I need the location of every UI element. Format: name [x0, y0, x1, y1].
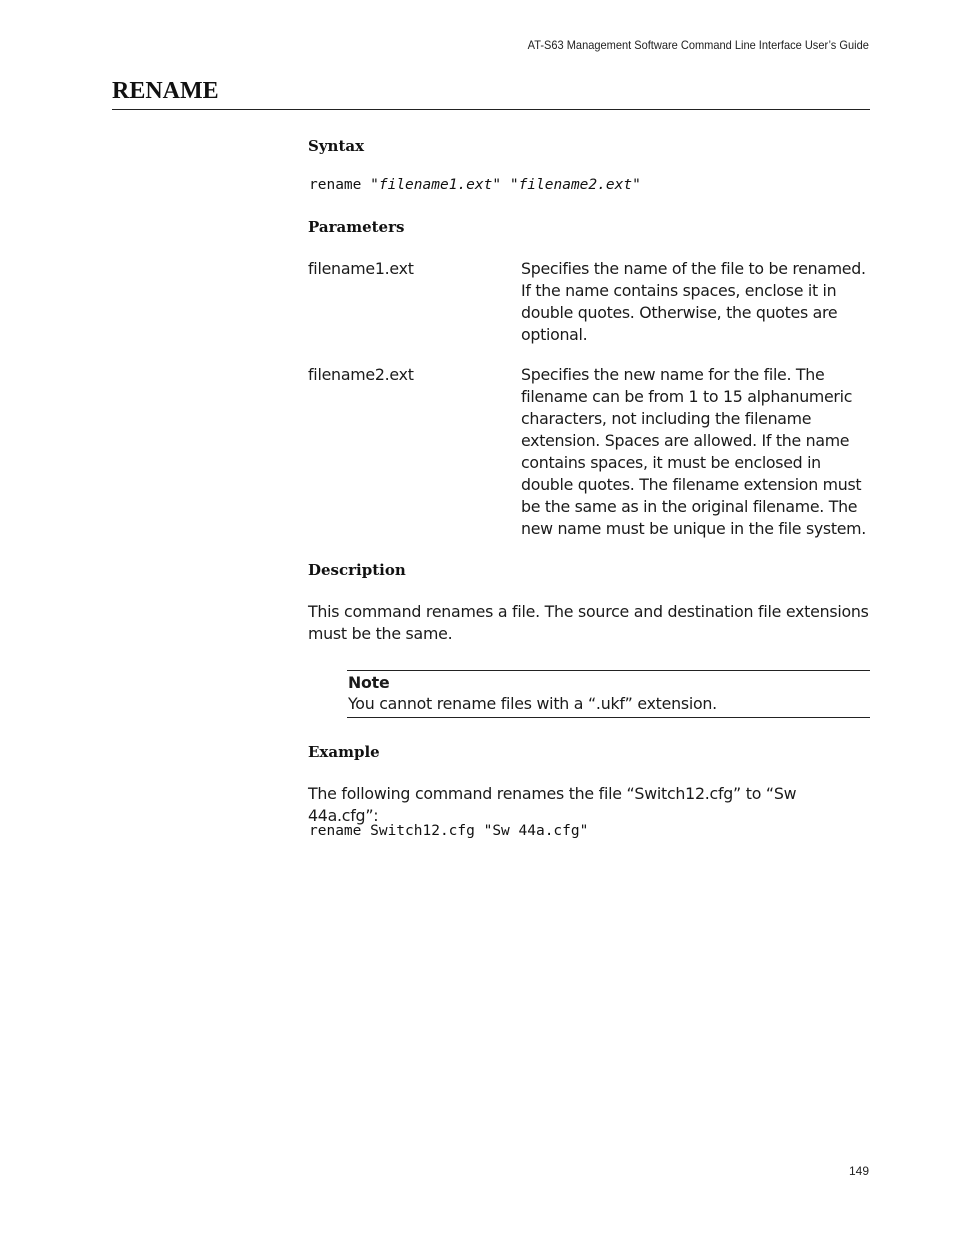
syntax-between-quotes: " "	[492, 177, 519, 193]
parameters-heading: Parameters	[308, 218, 405, 236]
note-text: You cannot rename files with a “.ukf” extension.	[348, 694, 717, 713]
param-desc-filename2: Specifies the new name for the file. The filename can be from 1 to 15 alphanumeric characters, not including the filename extension. Spaces are allowed. If the name contains spaces, it must be enclosed in double quotes. The filename extension must be the same as in the original filename. The new name must be unique in the file system.	[521, 365, 866, 538]
example-command: rename Switch12.cfg "Sw 44a.cfg"	[309, 823, 589, 839]
page-number: 149	[848, 1164, 869, 1178]
syntax-close-quote: "	[632, 177, 641, 193]
note-label: Note	[348, 673, 390, 692]
syntax-heading: Syntax	[308, 137, 365, 155]
param-name-filename1: filename1.ext	[308, 259, 414, 278]
title-rule	[112, 109, 870, 110]
param-desc-filename1: Specifies the name of the file to be renamed. If the name contains spaces, enclose it in double quotes. Otherwise, the quotes are optional.	[521, 259, 866, 344]
note-box	[347, 670, 870, 718]
example-intro: The following command renames the file “Switch12.cfg” to “Sw 44a.cfg”:	[308, 784, 797, 825]
section-title: RENAME	[112, 78, 219, 104]
param-name-filename2: filename2.ext	[308, 365, 414, 384]
description-text: This command renames a file. The source and destination file extensions must be the same.	[308, 602, 869, 643]
syntax-command-name: rename	[309, 177, 362, 193]
description-heading: Description	[308, 561, 406, 579]
running-header: AT-S63 Management Software Command Line Interface User’s Guide	[527, 38, 869, 52]
example-heading: Example	[308, 743, 380, 761]
syntax-arg-filename1: filename1.ext	[378, 177, 493, 193]
syntax-command	[309, 177, 641, 193]
syntax-open-quote: "	[370, 177, 379, 193]
syntax-arg-filename2: filename2.ext	[518, 177, 633, 193]
